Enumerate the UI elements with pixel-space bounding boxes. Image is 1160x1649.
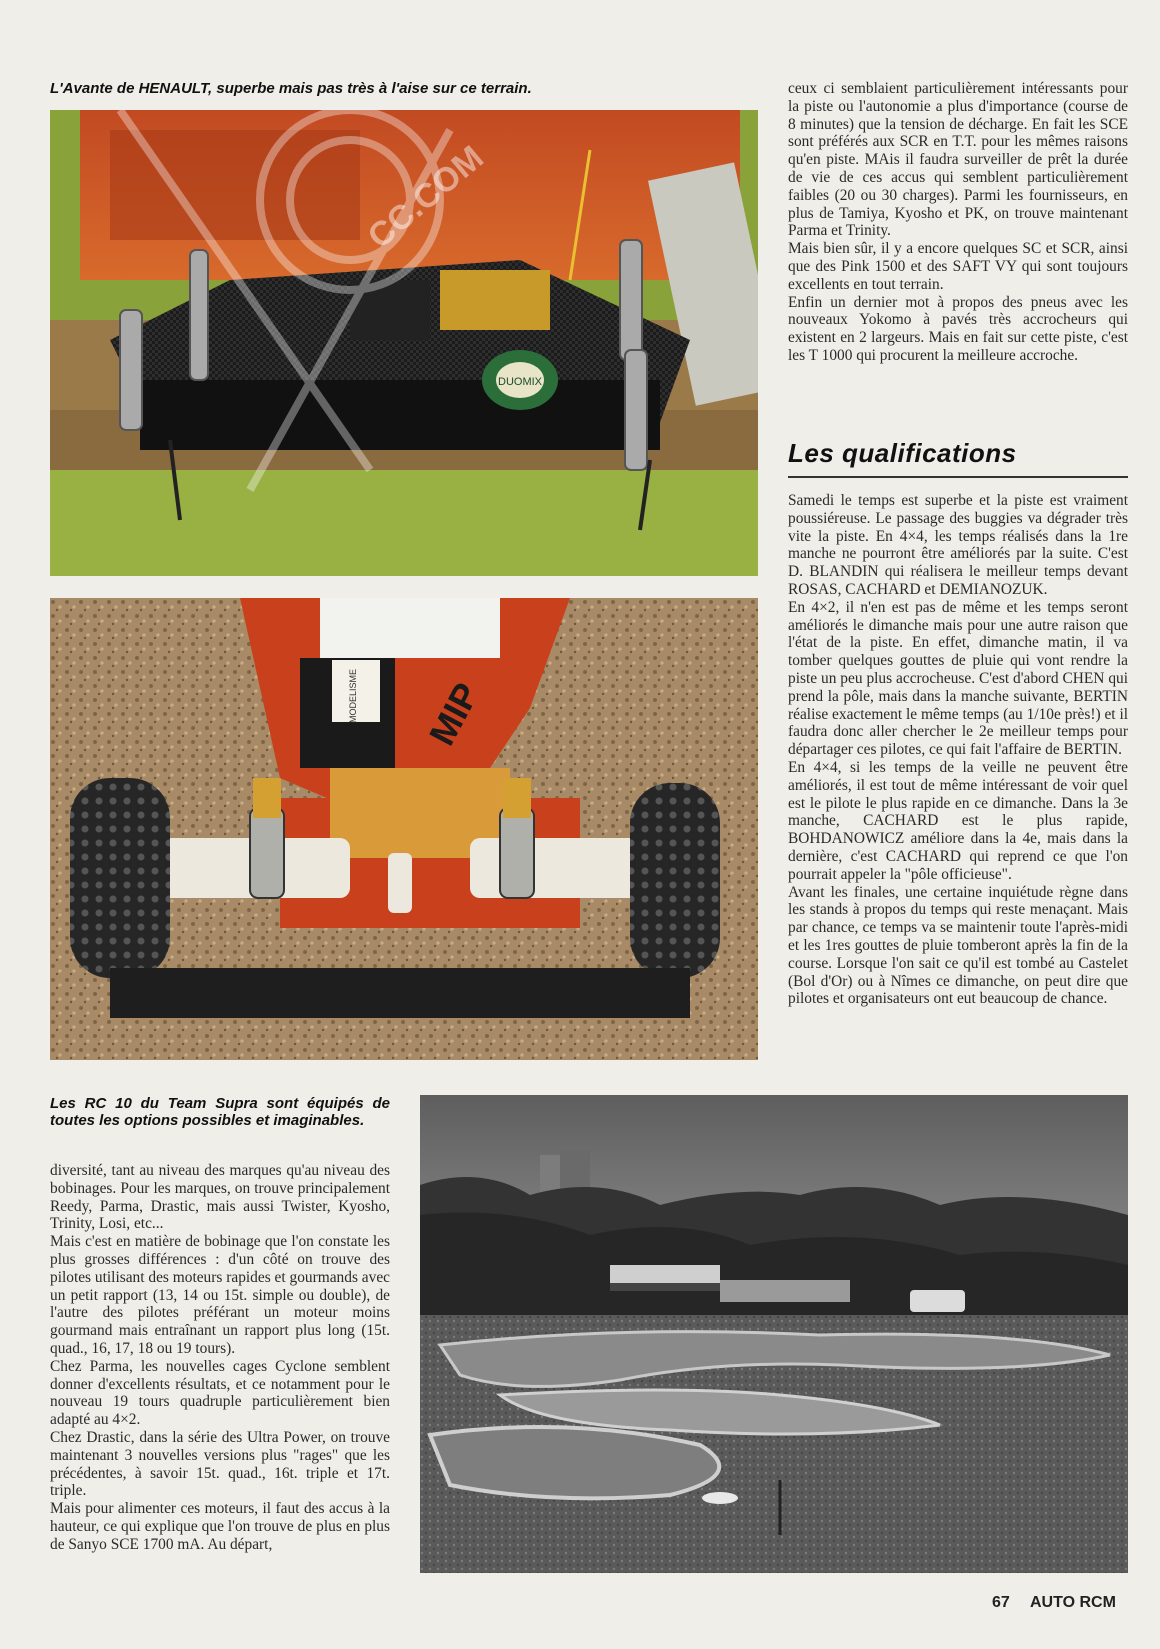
watermark-text: CC.COM <box>360 138 491 257</box>
modelisme-sticker: MODELISME <box>348 668 358 724</box>
paragraph: Mais c'est en matière de bobinage que l'on constate les plus grosses différences : d'un côté on trouve des pilotes utilisant des moteurs rapides et gourmands avec un petit rapport (13, 14 ou 15t. simple ou double), de l'autre des pilotes préférant un moteur moins gourmand mais entraînant un rapport plus long (15t. quad., 16, 17, 18 ou 19 tours). <box>50 1233 390 1357</box>
photo-avante-chassis <box>50 110 758 576</box>
paragraph: Avant les finales, une certaine inquiétude règne dans les stands à propos du temps qui reste menaçant. Mais par chance, ce temps va se maintenir toute l'après-midi et les 1res gouttes de pluie tomberont après la fin de la course. Lorsque l'on sait ce qu'il est tombé au Castelet (Bol d'Or) ou à Nîmes ce dimanche, on peut dire que pilotes et organisateurs ont eut beaucoup de chance. <box>788 883 1128 1008</box>
paragraph: Chez Parma, les nouvelles cages Cyclone semblent donner d'excellents résultats, et ce notamment pour le nouveau 19 tours quadruple particulièrement bien adapté au 4×2. <box>50 1357 390 1429</box>
mip-photo-illustration <box>50 598 758 1060</box>
section-heading-qualifications: Les qualifications <box>788 438 1017 468</box>
article-column-right-qualifications <box>788 492 1128 1008</box>
photo-track-landscape <box>420 1095 1128 1573</box>
mip-logo: MIP <box>420 675 488 752</box>
article-column-left-bottom <box>50 1162 390 1554</box>
paragraph: ceux ci semblaient particulièrement intéressants pour la piste ou l'autonomie a plus d'importance (course de 8 minutes) que la tension de décharge. En fait les SCE sont préférés aux SCR en T.T. pour les mêmes raisons qu'en piste. MAis il faudra surveiller de prêt la durée de vie de ces accus qui semblent particulièrement faibles (20 ou 30 charges). Parmi les fournisseurs, en plus de Tamiya, Kyosho et PK, on trouve maintenant Parma et Trinity. <box>788 80 1128 240</box>
heading-rule <box>788 476 1128 478</box>
paragraph: Mais bien sûr, il y a encore quelques SC et SCR, ainsi que des Pink 1500 et des SAFT VY qui sont toujours excellents en tout terrain. <box>788 240 1128 293</box>
paragraph: En 4×2, il n'en est pas de même et les temps seront améliorés le dimanche mais pour une autre raison que l'état de la piste. En effet, dimanche matin, il va tomber quelques gouttes de pluie qui vont rendre la piste un peu plus accrocheuse. C'est d'abord CHEN qui prend la pôle, mais dans la manche suivante, BERTIN réalise exactement le même temps (au 1/10e près!) et il faudra donc aller chercher le 2e meilleur temps pour départager ces pilotes, ce qui fait l'affaire de BERTIN. <box>788 598 1128 759</box>
paragraph: diversité, tant au niveau des marques qu'au niveau des bobinages. Pour les marques, on trouve principalement Reedy, Parma, Drastic, mais aussi Twister, Kyosho, Trinity, Losi, etc... <box>50 1162 390 1233</box>
photo-caption-rc10: Les RC 10 du Team Supra sont équipés de toutes les options possibles et imaginables. <box>50 1095 390 1129</box>
chassis-photo-illustration <box>50 110 758 576</box>
paragraph: Enfin un dernier mot à propos des pneus avec les nouveaux Yokomo à pavés très accrocheurs qui existent en 2 largeurs. Mais en fait sur cette piste, c'est les T 1000 qui procurent la meilleure accroche. <box>788 293 1128 364</box>
paragraph: Mais pour alimenter ces moteurs, il faut des accus à la hauteur, ce qui explique que l'on trouve de plus en plus de Sanyo SCE 1700 mA. Au départ, <box>50 1500 390 1553</box>
photo-caption-top: L'Avante de HENAULT, superbe mais pas très à l'aise sur ce terrain. <box>50 80 532 97</box>
duomix-sticker: DUOMIX <box>498 376 542 388</box>
page-number: 67 <box>992 1594 1010 1611</box>
track-photo-illustration <box>420 1095 1128 1573</box>
article-column-right-top <box>788 80 1128 365</box>
paragraph: Samedi le temps est superbe et la piste est vraiment poussiéreuse. Le passage des buggies va dégrader très vite la piste. En 4×4, les temps réalisés dans la 1re manche ne pourront être améliorés par la suite. C'est D. BLANDIN qui réalisera le meilleur temps devant ROSAS, CACHARD et DEMIANOZUK. <box>788 492 1128 598</box>
paragraph: Chez Drastic, dans la série des Ultra Power, on trouve maintenant 3 nouvelles versions plus "rages" que les précédentes, à savoir 15t. quad., 16t. triple et 17t. triple. <box>50 1428 390 1500</box>
paragraph: En 4×4, si les temps de la veille ne peuvent être améliorés, il est tout de même intéressant de voir quel est le pilote le plus rapide en ce dimanche. Dans la 3e manche, CACHARD est le plus rapide, BOHDANOWICZ améliore dans la 4e, mais dans la dernière, c'est CACHARD qui reprend ce que l'on pourrait appeler la "pôle officieuse". <box>788 758 1128 883</box>
magazine-name: AUTO RCM <box>1030 1594 1116 1611</box>
photo-mip-chassis <box>50 598 758 1060</box>
